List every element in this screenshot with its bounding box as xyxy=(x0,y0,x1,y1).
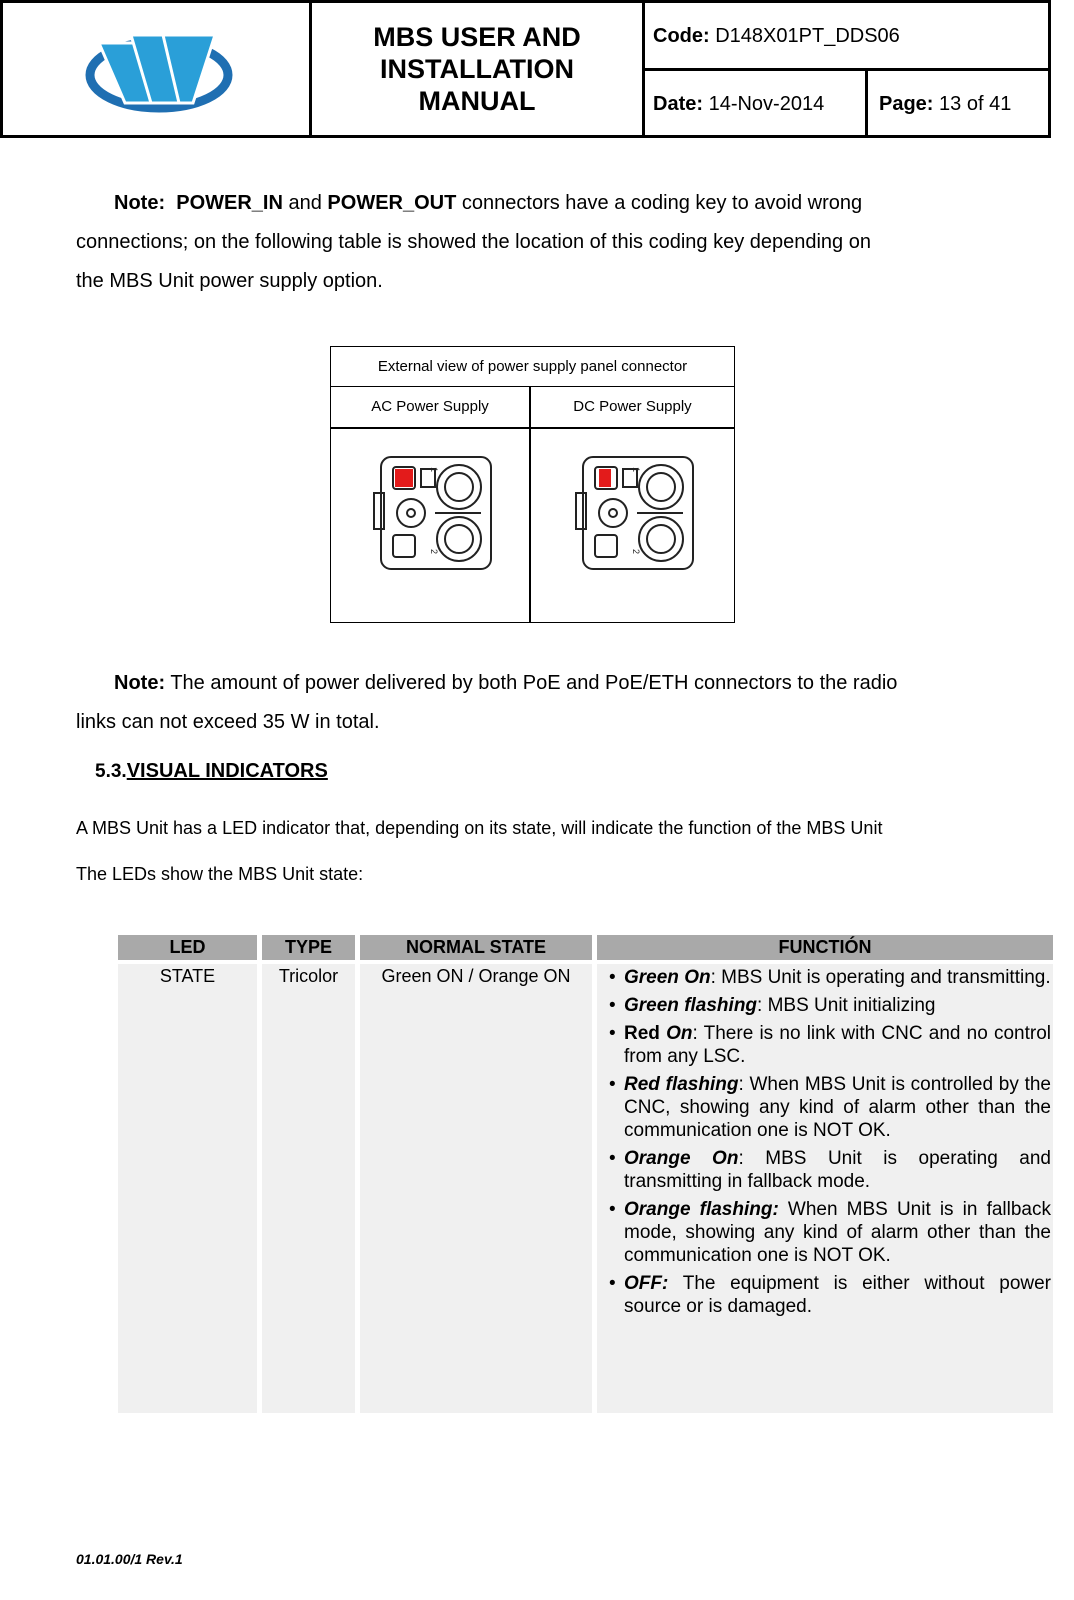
power-in-term: POWER_IN xyxy=(176,192,283,214)
cell-normal-state: Green ON / Orange ON xyxy=(360,964,592,1413)
header-type: TYPE xyxy=(262,935,355,960)
header-function: FUNCTIÓN xyxy=(597,935,1053,960)
document-header xyxy=(0,0,1051,138)
state-key: Orange On xyxy=(624,1148,739,1169)
note-text: connections; on the following table is showed the location of this coding key depending on xyxy=(76,231,871,253)
footer-revision: 01.01.00/1 Rev.1 xyxy=(76,1551,183,1567)
svg-text:2: 2 xyxy=(631,549,641,555)
state-text: MBS Unit is operating and transmitting. xyxy=(715,967,1051,988)
date-label: Date: xyxy=(653,93,704,115)
logo-cell xyxy=(3,3,312,135)
list-item: • Orange On: MBS Unit is operating and transmitting in fallback mode. xyxy=(609,1148,1051,1192)
date-value: 14-Nov-2014 xyxy=(708,93,825,115)
ac-connector-icon xyxy=(331,429,531,624)
state-text: When MBS Unit is controlled by the CNC, showing any kind of alarm other than the communication one is NOT OK. xyxy=(624,1074,1051,1141)
dc-connector-cell xyxy=(530,428,735,623)
state-text: There is no link with CNC and no control from any LSC. xyxy=(624,1023,1051,1067)
code-value: D148X01PT_DDS06 xyxy=(715,25,900,47)
list-item: • Red On: There is no link with CNC and no control from any LSC. xyxy=(609,1023,1051,1067)
state-text: The equipment is either without power source or is damaged. xyxy=(624,1273,1051,1317)
state-text: MBS Unit is operating and transmitting in fallback mode. xyxy=(624,1148,1051,1192)
list-item: • Red flashing: When MBS Unit is controlled by the CNC, showing any kind of alarm other than the communication one is NOT OK. xyxy=(609,1074,1051,1141)
header-led: LED xyxy=(118,935,257,960)
connector-table-title: External view of power supply panel connector xyxy=(330,346,735,387)
note-coding-key xyxy=(76,184,996,301)
intro-text: The LEDs show the MBS Unit state: xyxy=(76,864,364,884)
list-item: • OFF: The equipment is either without power source or is damaged. xyxy=(609,1273,1051,1317)
list-item: • Orange flashing: When MBS Unit is in fallback mode, showing any kind of alarm other than the communication one is NOT OK. xyxy=(609,1199,1051,1266)
function-list xyxy=(603,966,1051,1318)
header-normal-state: NORMAL STATE xyxy=(360,935,592,960)
state-key: Green On xyxy=(624,967,711,988)
dc-connector-icon xyxy=(531,429,736,624)
title-text: MBS USER AND INSTALLATION MANUAL xyxy=(373,22,581,116)
state-key: On xyxy=(666,1023,693,1044)
ac-connector-cell xyxy=(330,428,530,623)
section-heading xyxy=(95,760,328,783)
state-text: MBS Unit initializing xyxy=(762,995,936,1016)
list-item: • Green flashing: MBS Unit initializing xyxy=(609,995,936,1016)
code-label: Code: xyxy=(653,25,710,47)
svg-text:1: 1 xyxy=(631,467,641,473)
state-sep: : xyxy=(738,1074,744,1095)
state-key: Green flashing xyxy=(624,995,758,1016)
cell-function xyxy=(597,964,1053,1413)
state-sep: : xyxy=(738,1148,744,1169)
note-text: The amount of power delivered by both PoE and PoE/ETH connectors to the radio xyxy=(170,672,898,694)
column-header-dc: DC Power Supply xyxy=(530,386,735,428)
state-key: Orange flashing: xyxy=(624,1199,779,1220)
section-number: 5.3. xyxy=(95,761,127,782)
date-cell xyxy=(645,71,868,135)
note-label: Note: xyxy=(114,672,166,694)
note-text: connectors have a coding key to avoid wrong xyxy=(461,192,863,214)
state-sep: : xyxy=(710,967,716,988)
note-label: Note: xyxy=(114,192,166,214)
state-text: When MBS Unit is in fallback mode, showing any kind of alarm other than the communication one is NOT OK. xyxy=(624,1199,1051,1266)
note-text: links can not exceed 35 W in total. xyxy=(76,711,380,733)
cell-type: Tricolor xyxy=(262,964,355,1413)
note-text: the MBS Unit power supply option. xyxy=(76,270,383,292)
svg-text:2: 2 xyxy=(429,549,439,555)
column-header-ac: AC Power Supply xyxy=(330,386,530,428)
state-key: Red xyxy=(624,1023,660,1044)
cell-led: STATE xyxy=(118,964,257,1413)
company-logo xyxy=(3,3,309,135)
state-sep: : xyxy=(692,1023,698,1044)
svg-text:1: 1 xyxy=(429,467,439,473)
intro-text: A MBS Unit has a LED indicator that, depending on its state, will indicate the function of the MBS Unit xyxy=(76,818,883,838)
page-label: Page: xyxy=(879,93,934,115)
note-text: and xyxy=(288,192,322,214)
state-key: Red flashing xyxy=(624,1074,739,1095)
page-value: 13 of 41 xyxy=(939,93,1012,115)
document-title xyxy=(312,3,645,135)
code-cell xyxy=(645,3,1048,71)
page-cell xyxy=(871,71,1048,135)
list-item: • Green On: MBS Unit is operating and transmitting. xyxy=(609,967,1051,988)
connector-table xyxy=(330,346,737,623)
state-key: OFF: xyxy=(624,1273,669,1294)
note-power-limit xyxy=(76,664,996,742)
section-title: VISUAL INDICATORS xyxy=(126,760,328,782)
state-sep: : xyxy=(757,995,763,1016)
power-out-term: POWER_OUT xyxy=(327,192,457,214)
